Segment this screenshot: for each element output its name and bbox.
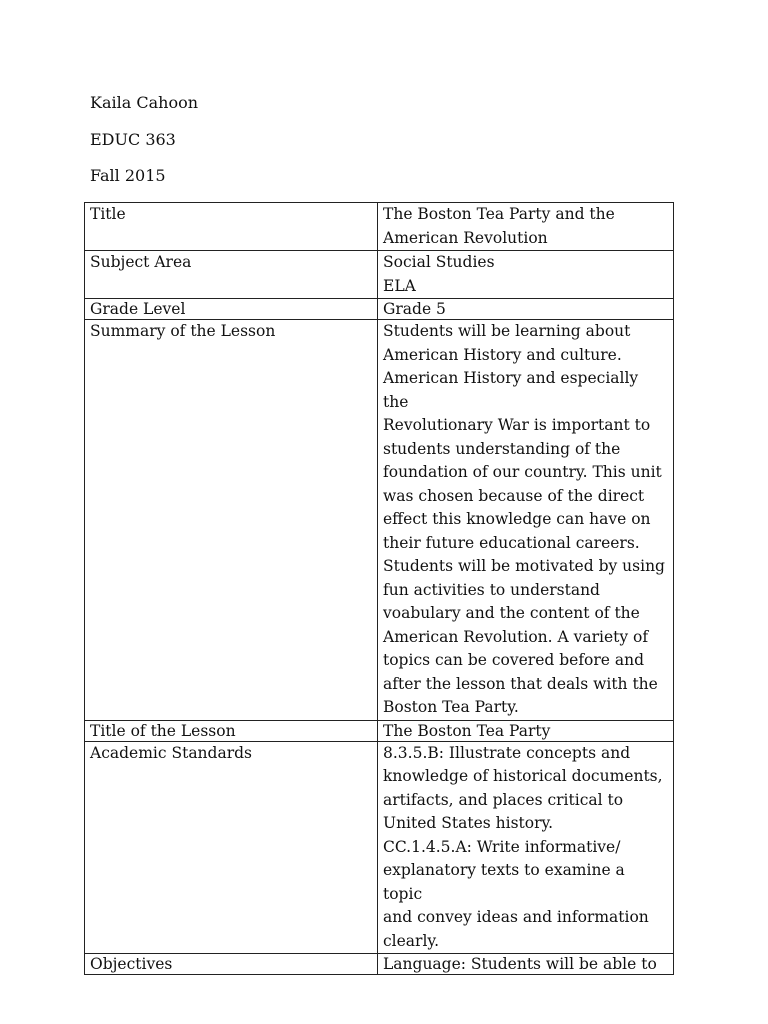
row-value: Social Studies ELA <box>378 251 674 299</box>
row-value: Language: Students will be able to <box>378 954 674 975</box>
row-label: Subject Area <box>85 251 378 299</box>
row-label: Title <box>85 203 378 251</box>
row-label: Summary of the Lesson <box>85 320 378 721</box>
lesson-plan-table <box>84 202 674 975</box>
row-value: Students will be learning about American History and culture. American History and especially the Revolutionary War is important to students understanding of the foundation of our country. This unit was chosen because of the direct effect this knowledge can have on their future educational careers. Students will be motivated by using fun activities to understand voabulary and the content of the American Revolution. A variety of topics can be covered before and after the lesson that deals with the Boston Tea Party. <box>378 320 674 721</box>
table-row-summary <box>85 320 674 721</box>
row-label: Objectives <box>85 954 378 975</box>
author-name: Kaila Cahoon <box>90 93 199 112</box>
row-label: Title of the Lesson <box>85 720 378 741</box>
row-value: 8.3.5.B: Illustrate concepts and knowledge of historical documents, artifacts, and places critical to United States history. CC.1.4.5.A: Write informative/ explanatory texts to examine a topic and convey ideas and information clearly. <box>378 741 674 954</box>
row-label: Academic Standards <box>85 741 378 954</box>
table-row-lesson-title <box>85 720 674 741</box>
row-value: The Boston Tea Party and the American Revolution <box>378 203 674 251</box>
table-row-title <box>85 203 674 251</box>
term-label: Fall 2015 <box>90 166 166 185</box>
row-label: Grade Level <box>85 299 378 320</box>
table-row-subject-area <box>85 251 674 299</box>
row-value: Grade 5 <box>378 299 674 320</box>
course-code: EDUC 363 <box>90 130 176 149</box>
table-row-objectives <box>85 954 674 975</box>
table-row-academic-standards <box>85 741 674 954</box>
row-value: The Boston Tea Party <box>378 720 674 741</box>
table-row-grade-level <box>85 299 674 320</box>
